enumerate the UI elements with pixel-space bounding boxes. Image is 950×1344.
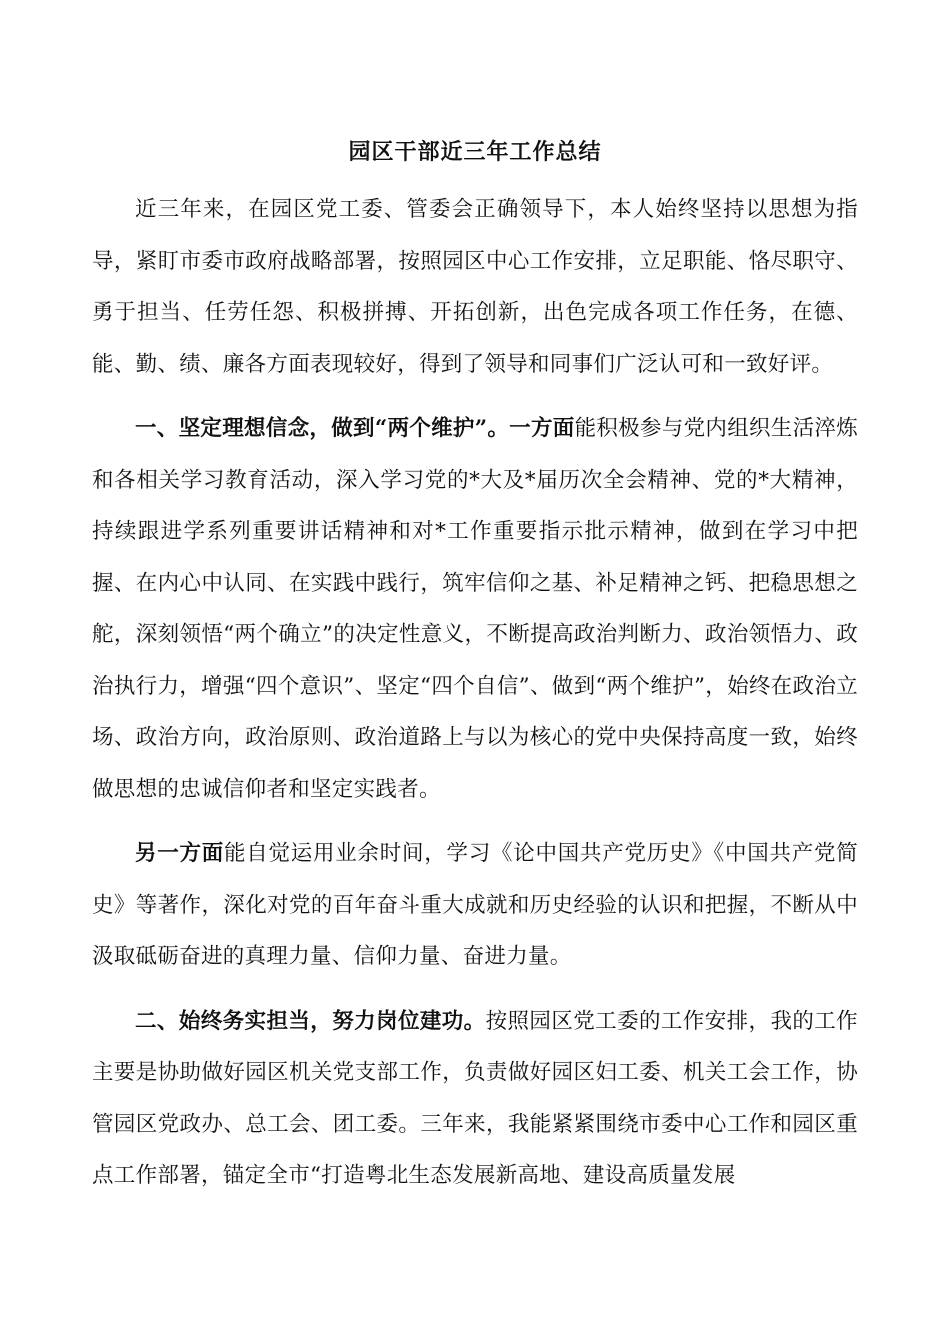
paragraph-text: 能自觉运用业余时间，学习《论中国共产党历史》《中国共产党简史》等著作，深化对党的百年奋斗重大成就和历史经验的认识和把握，不断从中汲取砥砺奋进的真理力量、信仰力量、奋进力量。 [92,841,859,969]
paragraph-lead: 另一方面 [135,841,224,866]
paragraph-text: 按照园区党工委的工作安排，我的工作主要是协助做好园区机关党支部工作，负责做好园区妇工委、机关工会工作，协管园区党政办、总工会、团工委。三年来，我能紧紧围绕市委中心工作和园区重点工作部署，锚定全市“打造粤北生态发展新高地、建设高质量发展 [92,1008,858,1188]
paragraph-text: 近三年来，在园区党工委、管委会正确领导下，本人始终坚持以思想为指导，紧盯市委市政府战略部署，按照园区中心工作安排，立足职能、恪尽职守、勇于担当、任劳任怨、积极拼搏、开拓创新，出色完成各项工作任务，在德、能、勤、绩、廉各方面表现较好，得到了领导和同事们广泛认可和一致好评。 [92,197,858,377]
paragraph-text: 能积极参与党内组织生活淬炼和各相关学习教育活动，深入学习党的*大及*届历次全会精神、党的*大精神，持续跟进学系列重要讲话精神和对*工作重要指示批示精神，做到在学习中把握、在内心中认同、在实践中践行，筑牢信仰之基、补足精神之钙、把稳思想之舵，深刻领悟“两个确立”的决定性意义，不断提高政治判断力、政治领悟力、政治执行力，增强“四个意识”、坚定“四个自信”、做到“两个维护”，始终在政治立场、政治方向，政治原则、政治道路上与以为核心的党中央保持高度一致，始终做思想的忠诚信仰者和坚定实践者。 [92,416,858,802]
paragraph-lead: 一、坚定理想信念，做到“两个维护”。一方面 [135,416,575,441]
document-body [92,184,858,1202]
paragraph-lead: 二、始终务实担当，努力岗位建功。 [135,1008,486,1034]
paragraph-intro [92,184,858,390]
paragraph-section-2 [92,996,858,1202]
paragraph-section-1-b [92,828,858,983]
document-title: 园区干部近三年工作总结 [348,139,602,165]
paragraph-section-1 [92,403,858,815]
